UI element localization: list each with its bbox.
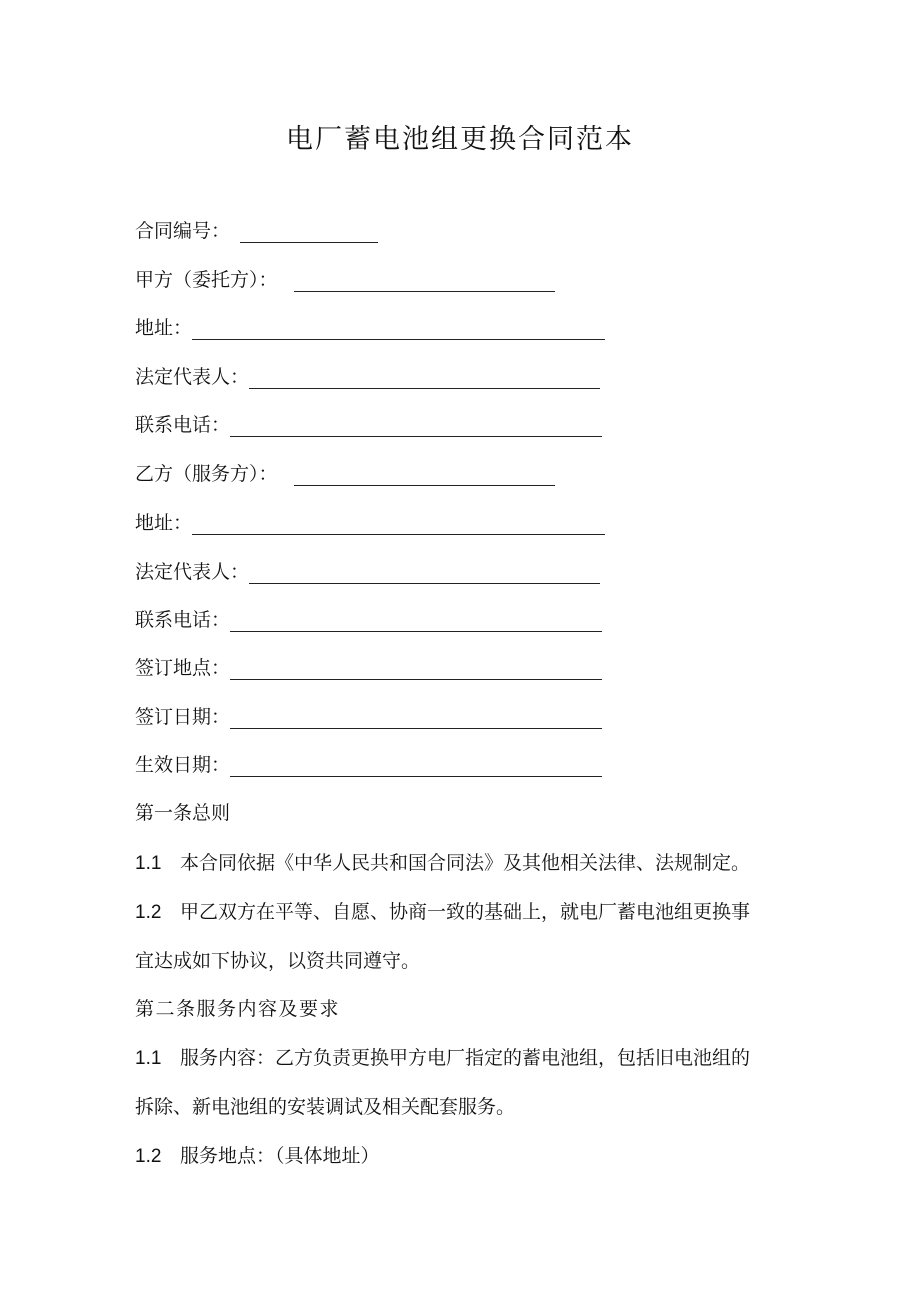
article2-clause1-cont: 拆除、新电池组的安装调试及相关配套服务。 <box>135 1096 516 1118</box>
clause-number: 1.2 <box>135 1146 162 1167</box>
party-a-row <box>135 268 555 292</box>
sign-place-label: 签订地点： <box>135 657 231 679</box>
effective-date-row <box>135 753 602 777</box>
contract-no-label: 合同编号： <box>135 220 231 242</box>
phone-b-label: 联系电话： <box>135 609 231 631</box>
phone-a-blank <box>230 420 602 437</box>
article2-clause2 <box>135 1144 380 1169</box>
clause-text: 服务地点：（具体地址） <box>180 1145 380 1167</box>
clause-number: 1.2 <box>135 902 162 923</box>
legal-rep-a-blank <box>249 372 600 389</box>
phone-a-label: 联系电话： <box>135 414 231 436</box>
article1-heading: 第一条总则 <box>135 802 231 824</box>
party-b-label: 乙方（服务方）： <box>135 463 278 485</box>
address-a-blank <box>192 323 605 340</box>
legal-rep-b-row <box>135 560 600 584</box>
party-a-label: 甲方（委托方）： <box>135 269 278 291</box>
address-b-row <box>135 511 605 535</box>
phone-b-blank <box>230 615 602 632</box>
sign-place-blank <box>230 663 602 680</box>
phone-a-row <box>135 413 602 437</box>
phone-b-row <box>135 608 602 632</box>
address-b-label: 地址： <box>135 512 193 534</box>
sign-date-blank <box>230 712 602 729</box>
article1-clause2-cont: 宜达成如下协议，以资共同遵守。 <box>135 950 421 972</box>
sign-place-row <box>135 656 602 680</box>
address-a-row <box>135 316 605 340</box>
address-b-blank <box>192 518 605 535</box>
clause-number: 1.1 <box>135 853 162 874</box>
clause-text: 甲乙双方在平等、自愿、协商一致的基础上，就电厂蓄电池组更换事 <box>180 901 751 923</box>
document-title: 电厂蓄电池组更换合同范本 <box>286 124 634 155</box>
legal-rep-b-blank <box>249 567 600 584</box>
article1-clause1 <box>135 851 750 876</box>
article2-heading: 第二条服务内容及要求 <box>135 998 341 1020</box>
party-a-blank <box>294 275 555 292</box>
clause-text: 本合同依据《中华人民共和国合同法》及其他相关法律、法规制定。 <box>180 852 751 874</box>
effective-date-label: 生效日期： <box>135 754 231 776</box>
article2-clause1 <box>135 1046 750 1071</box>
legal-rep-b-label: 法定代表人： <box>135 561 250 583</box>
legal-rep-a-row <box>135 365 600 389</box>
article1-clause2 <box>135 900 750 925</box>
contract-no-blank <box>240 226 378 243</box>
clause-text: 服务内容：乙方负责更换甲方电厂指定的蓄电池组，包括旧电池组的 <box>180 1047 751 1069</box>
address-a-label: 地址： <box>135 317 193 339</box>
legal-rep-a-label: 法定代表人： <box>135 366 250 388</box>
clause-number: 1.1 <box>135 1048 162 1069</box>
contract-no-row <box>135 219 378 243</box>
effective-date-blank <box>230 760 602 777</box>
sign-date-label: 签订日期： <box>135 706 231 728</box>
party-b-row <box>135 462 555 486</box>
sign-date-row <box>135 705 602 729</box>
party-b-blank <box>294 469 555 486</box>
